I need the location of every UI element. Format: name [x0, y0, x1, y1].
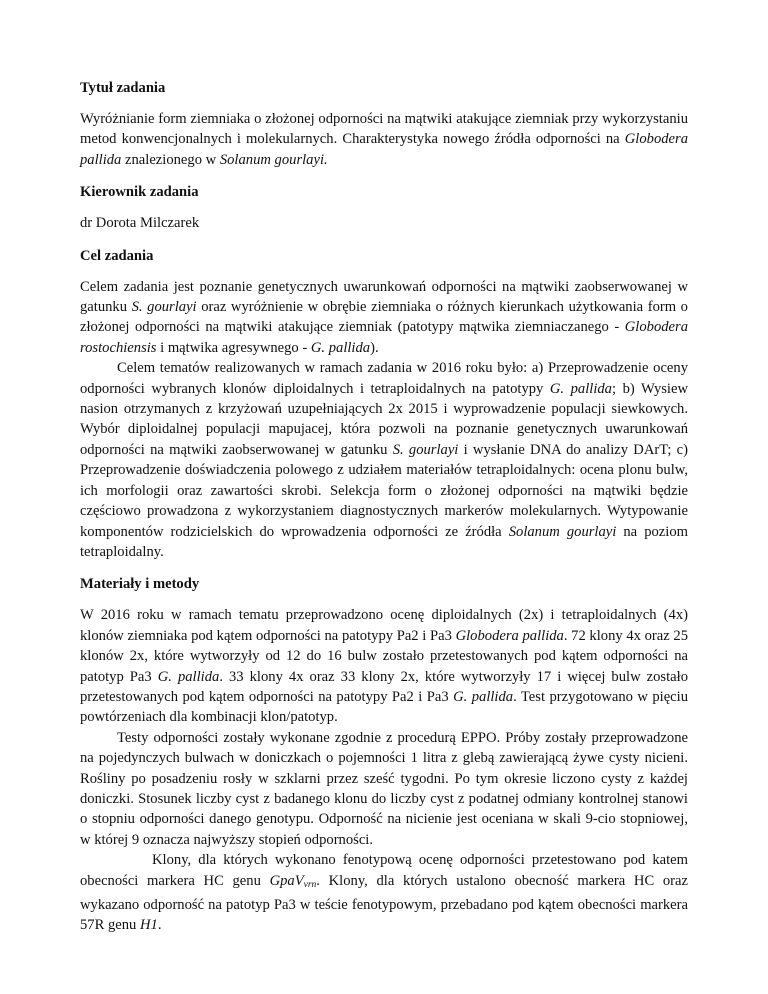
heading-task-goal: Cel zadania: [80, 247, 154, 264]
section-task-leader: [80, 182, 688, 233]
paragraph-task-title: Wyróżnianie form ziemniaka o złożonej odporności na mątwiki atakujące ziemniak przy wykorzystaniu metod konwencjonalnych i molekularnych. Charakterystyka nowego źródła odporności na Globodera pallida znalezionego w Solanum gourlayi.: [80, 111, 688, 168]
paragraph-methods-2: Testy odporności zostały wykonane zgodnie z procedurą EPPO. Próby zostały przeprowadzone na pojedynczych bulwach w doniczkach o pojemności 1 litra z glebą zawierającą żywe cysty nicieni. Rośliny po posadzeniu rosły w szklarni przez sześć tygodni. Po tym okresie liczono cysty z każdej doniczki. Stosunek liczby cyst z badanego klonu do liczby cyst z podatnej odmiany kontrolnej stanowi o stopniu odporności danego genotypu. Odporność na nicienie jest oceniana w skali 9-cio stopniowej, w której 9 oznacza najwyższy stopień odporności.: [80, 729, 688, 848]
paragraph-goal-2: Celem tematów realizowanych w ramach zadania w 2016 roku było: a) Przeprowadzenie oceny odporności wybranych klonów diploidalnych i tetraploidalnych na patotypy G. pallida; b) Wysiew nasion otrzymanych z krzyżowań uzupełniających 2x 2015 i wyprowadzenie populacji siewkowych. Wybór diploidalnej populacji mapujacej, która pozwoli na poznanie genetycznych uwarunkowań odporności na mątwiki zaobserwowanej w gatunku S. gourlayi i wysłanie DNA do analizy DArT; c) Przeprowadzenie doświadczenia polowego z udziałem materiałów tetraploidalnych: ocena plonu bulw, ich morfologii oraz zawartości skrobi. Selekcja form o złożonej odporności na mątwiki będzie częściowo prowadzona z wykorzystaniem diagnostycznych markerów molekularnych. Wytypowanie komponentów rodzicielskich do wprowadzenia odporności ze źródła Solanum gourlayi na poziom tetraploidalny.: [80, 360, 688, 560]
heading-task-title: Tytuł zadania: [80, 80, 166, 96]
paragraph-methods-1: W 2016 roku w ramach tematu przeprowadzono ocenę diploidalnych (2x) i tetraploidalnych (4x) klonów ziemniaka pod kątem odporności na patotypy Pa2 i Pa3 Globodera pallida. 72 klony 4x oraz 25 klonów 2x, które wytworzyły od 12 do 16 bulw zostało przetestowanych pod kątem odporności na patotyp Pa3 G. pallida. 33 klony 4x oraz 33 klony 2x, które wytworzyły 17 i więcej bulw zostało przetestowanych pod kątem odporności na patotypy Pa2 i Pa3 G. pallida. Test przygotowano w pięciu powtórzeniach dla kombinacji klon/patotyp.: [80, 607, 689, 726]
section-task-title: [80, 78, 688, 170]
leader-name: dr Dorota Milczarek: [80, 215, 200, 232]
paragraph-goal-1: Celem zadania jest poznanie genetycznych uwarunkowań odporności na mątwiki zaobserwowanej w gatunku S. gourlayi oraz wyróżnienie w obrębie ziemniaka o różnych kierunkach użytkowania form o złożonej odporności na mątwiki atakujące ziemniak (patotypy mątwika ziemniaczanego - Globodera rostochiensis i mątwika agresywnego - G. pallida).: [80, 278, 688, 356]
heading-task-leader: Kierownik zadania: [80, 184, 199, 201]
section-materials-methods: [80, 574, 688, 936]
paragraph-methods-3: Klony, dla których wykonano fenotypową ocenę odporności przetestowano pod katem obecności markera HC genu GpaV$_{vrn}$. Klony, dla których ustalono obecność markera HC oraz wykazano odporność na patotyp Pa3 w teście fenotypowym, przebadano pod kątem obecności markera 57R genu H1.: [80, 852, 688, 934]
section-task-goal: [80, 246, 688, 563]
heading-materials-methods: Materiały i metody: [80, 576, 200, 593]
